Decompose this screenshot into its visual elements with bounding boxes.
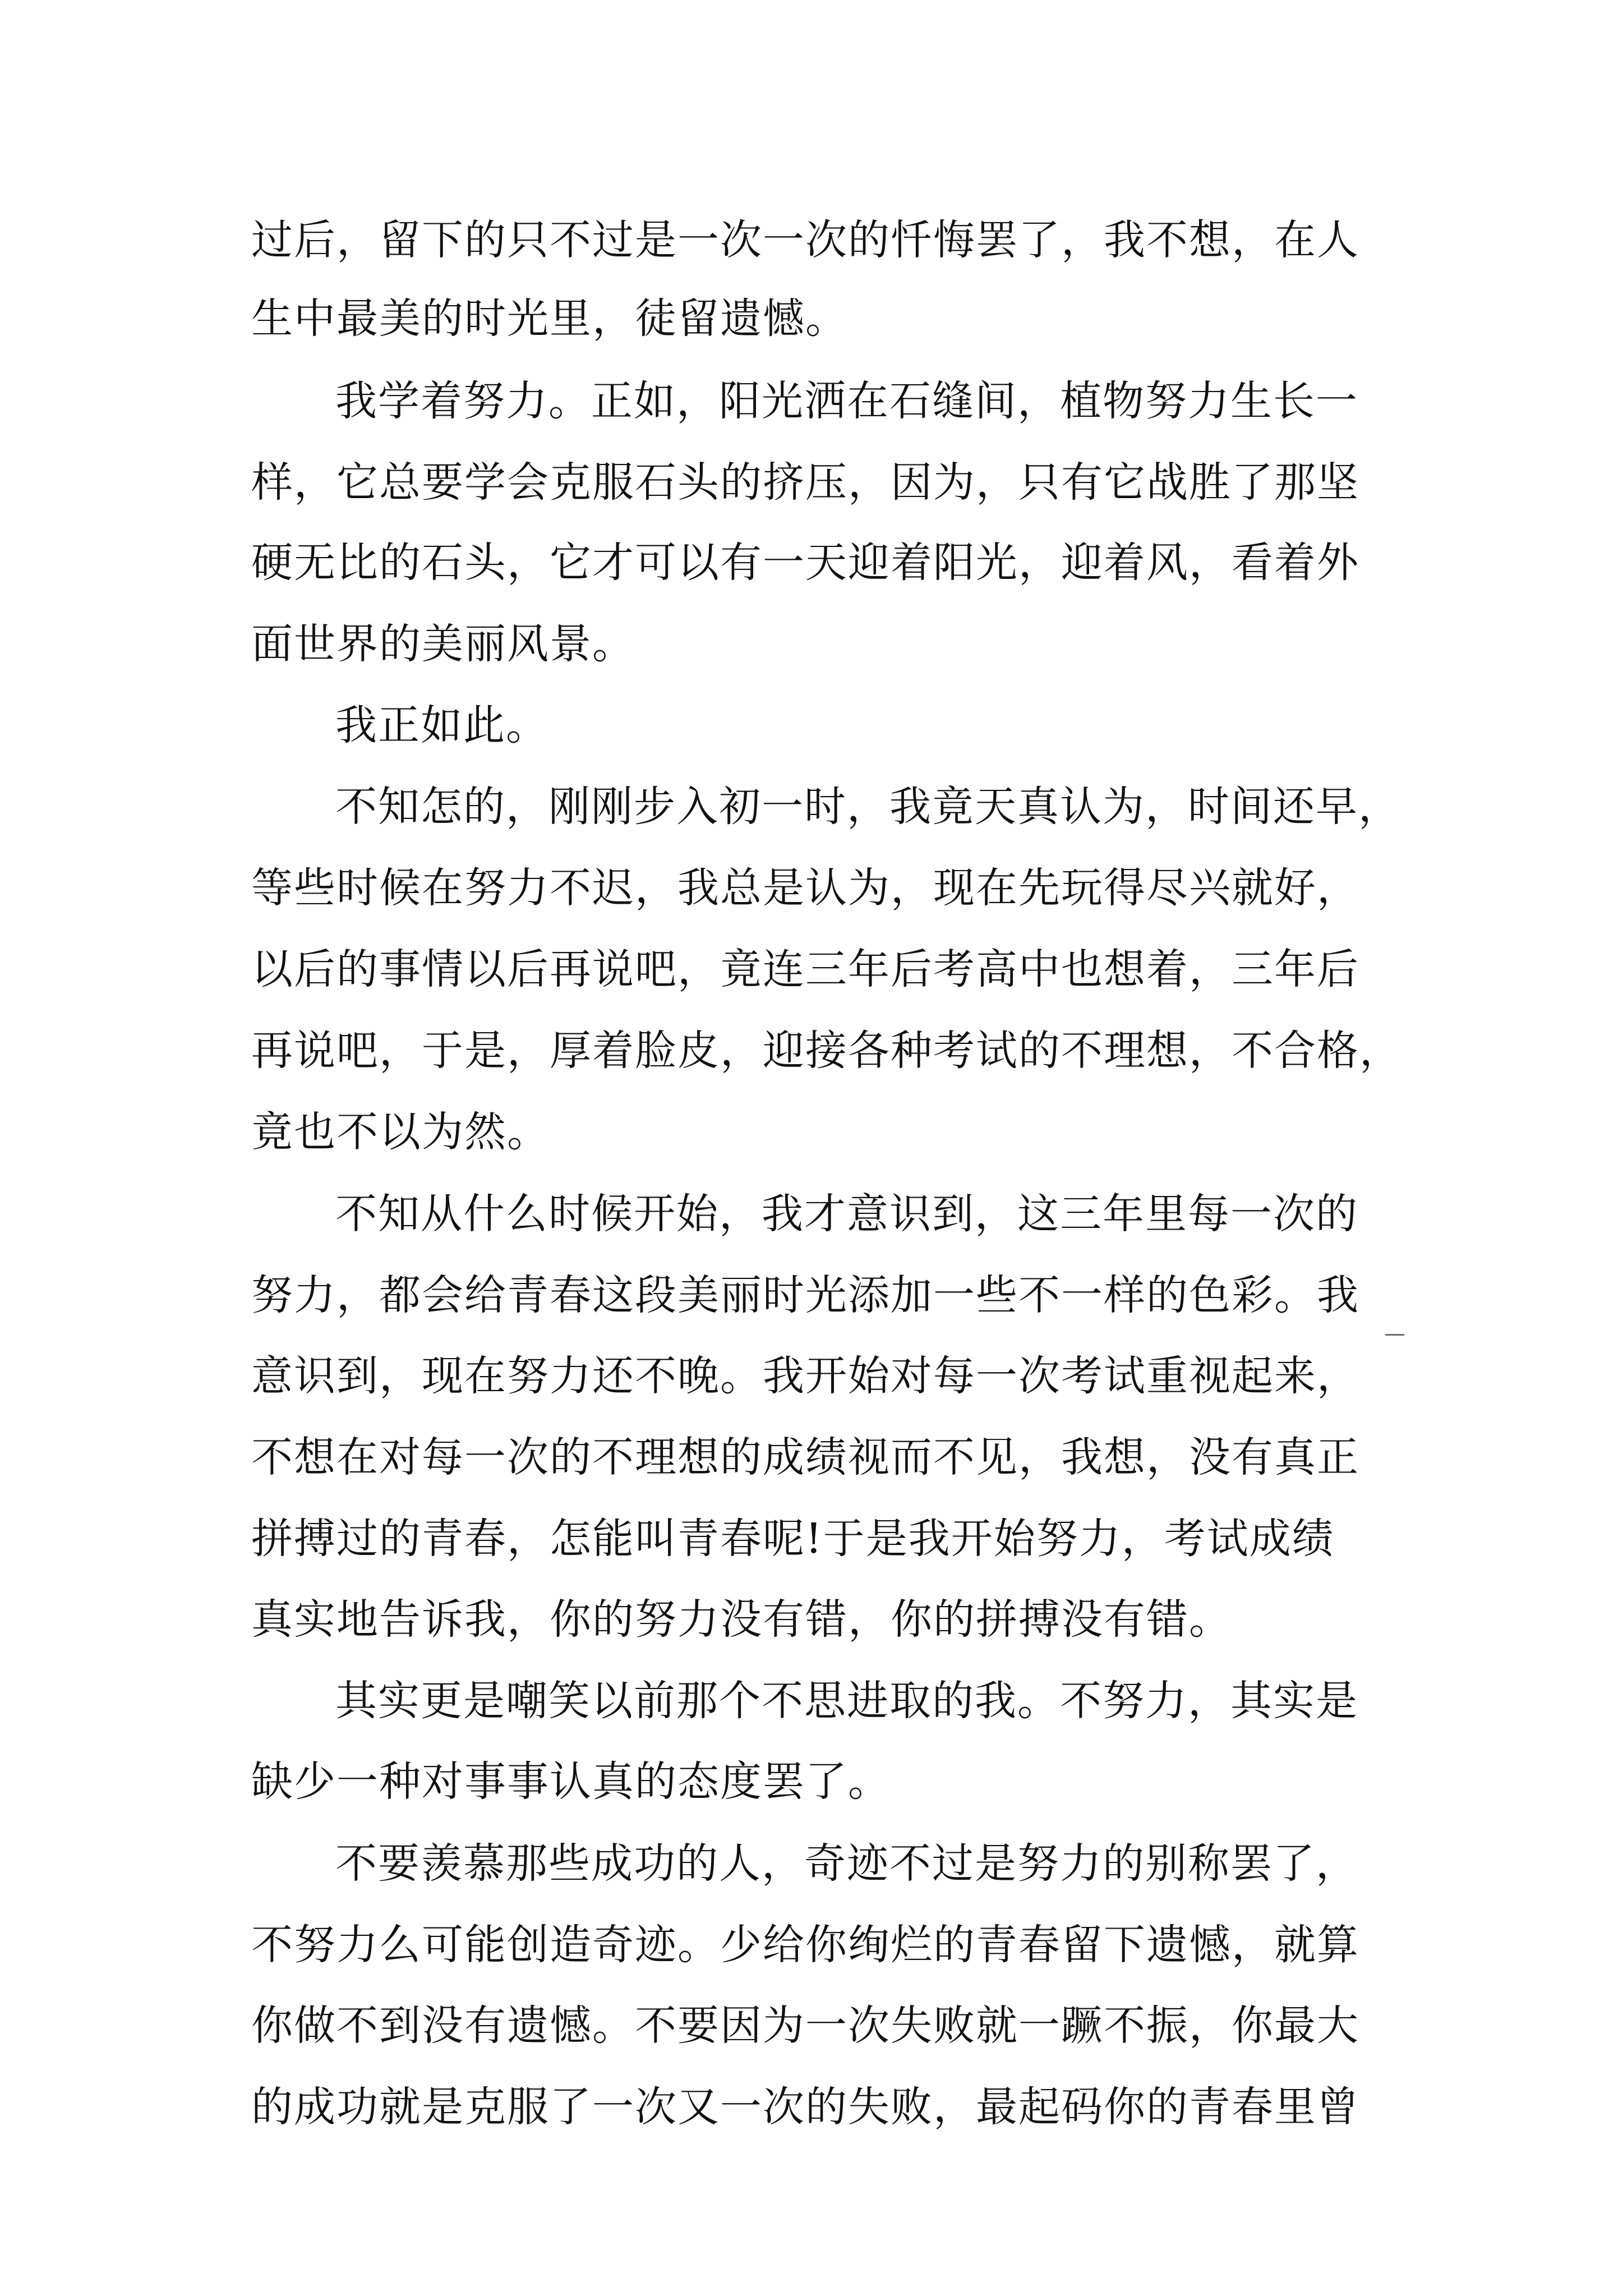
text-line: 你做不到没有遗憾。不要因为一次失败就一蹶不振，你最大 [251,2001,1359,2050]
paragraph-start-line: 不知怎的，刚刚步入初一时，我竟天真认为，时间还早， [335,783,1401,831]
text-line: 样，它总要学会克服石头的挤压，因为，只有它战胜了那坚 [251,458,1359,507]
text-line: 以后的事情以后再说吧，竟连三年后考高中也想着，三年后 [251,945,1359,993]
text-line: 不想在对每一次的不理想的成绩视而不见，我想，没有真正 [251,1433,1359,1481]
text-line: 缺少一种对事事认真的态度罢了。 [251,1757,891,1806]
text-line: 的成功就是克服了一次又一次的失败，最起码你的青春里曾 [251,2083,1359,2131]
paragraph-start-line: 我学着努力。正如，阳光洒在石缝间，植物努力生长一 [335,377,1358,425]
paragraph-start-line: 我正如此。 [335,701,548,749]
text-line: 等些时候在努力不迟，我总是认为，现在先玩得尽兴就好， [251,864,1359,912]
text-line: 再说吧，于是，厚着脸皮，迎接各种考试的不理想，不合格， [251,1027,1402,1075]
text-line: 拼搏过的青春，怎能叫青春呢!于是我开始努力，考试成绩 [251,1515,1335,1563]
paragraph-start-line: 不知从什么时候开始，我才意识到，这三年里每一次的 [335,1190,1358,1238]
text-line: 不努力么可能创造奇迹。少给你绚烂的青春留下遗憾，就算 [251,1921,1359,1969]
text-line: 硬无比的石头，它才可以有一天迎着阳光，迎着风，看着外 [251,539,1359,587]
text-line: 面世界的美丽风景。 [251,620,635,668]
margin-mark [1385,1334,1404,1336]
text-line: 生中最美的时光里，徒留遗憾。 [251,295,848,343]
text-line: 过后，留下的只不过是一次一次的忏悔罢了，我不想，在人 [251,216,1359,264]
paragraph-start-line: 其实更是嘲笑以前那个不思进取的我。不努力，其实是 [335,1677,1358,1725]
paragraph-start-line: 不要羡慕那些成功的人，奇迹不过是努力的别称罢了， [335,1839,1358,1888]
text-line: 努力，都会给青春这段美丽时光添加一些不一样的色彩。我 [251,1271,1359,1319]
text-line: 竟也不以为然。 [251,1108,550,1156]
text-line: 意识到，现在努力还不晚。我开始对每一次考试重视起来， [251,1352,1359,1400]
text-line: 真实地告诉我，你的努力没有错，你的拼搏没有错。 [251,1595,1232,1644]
